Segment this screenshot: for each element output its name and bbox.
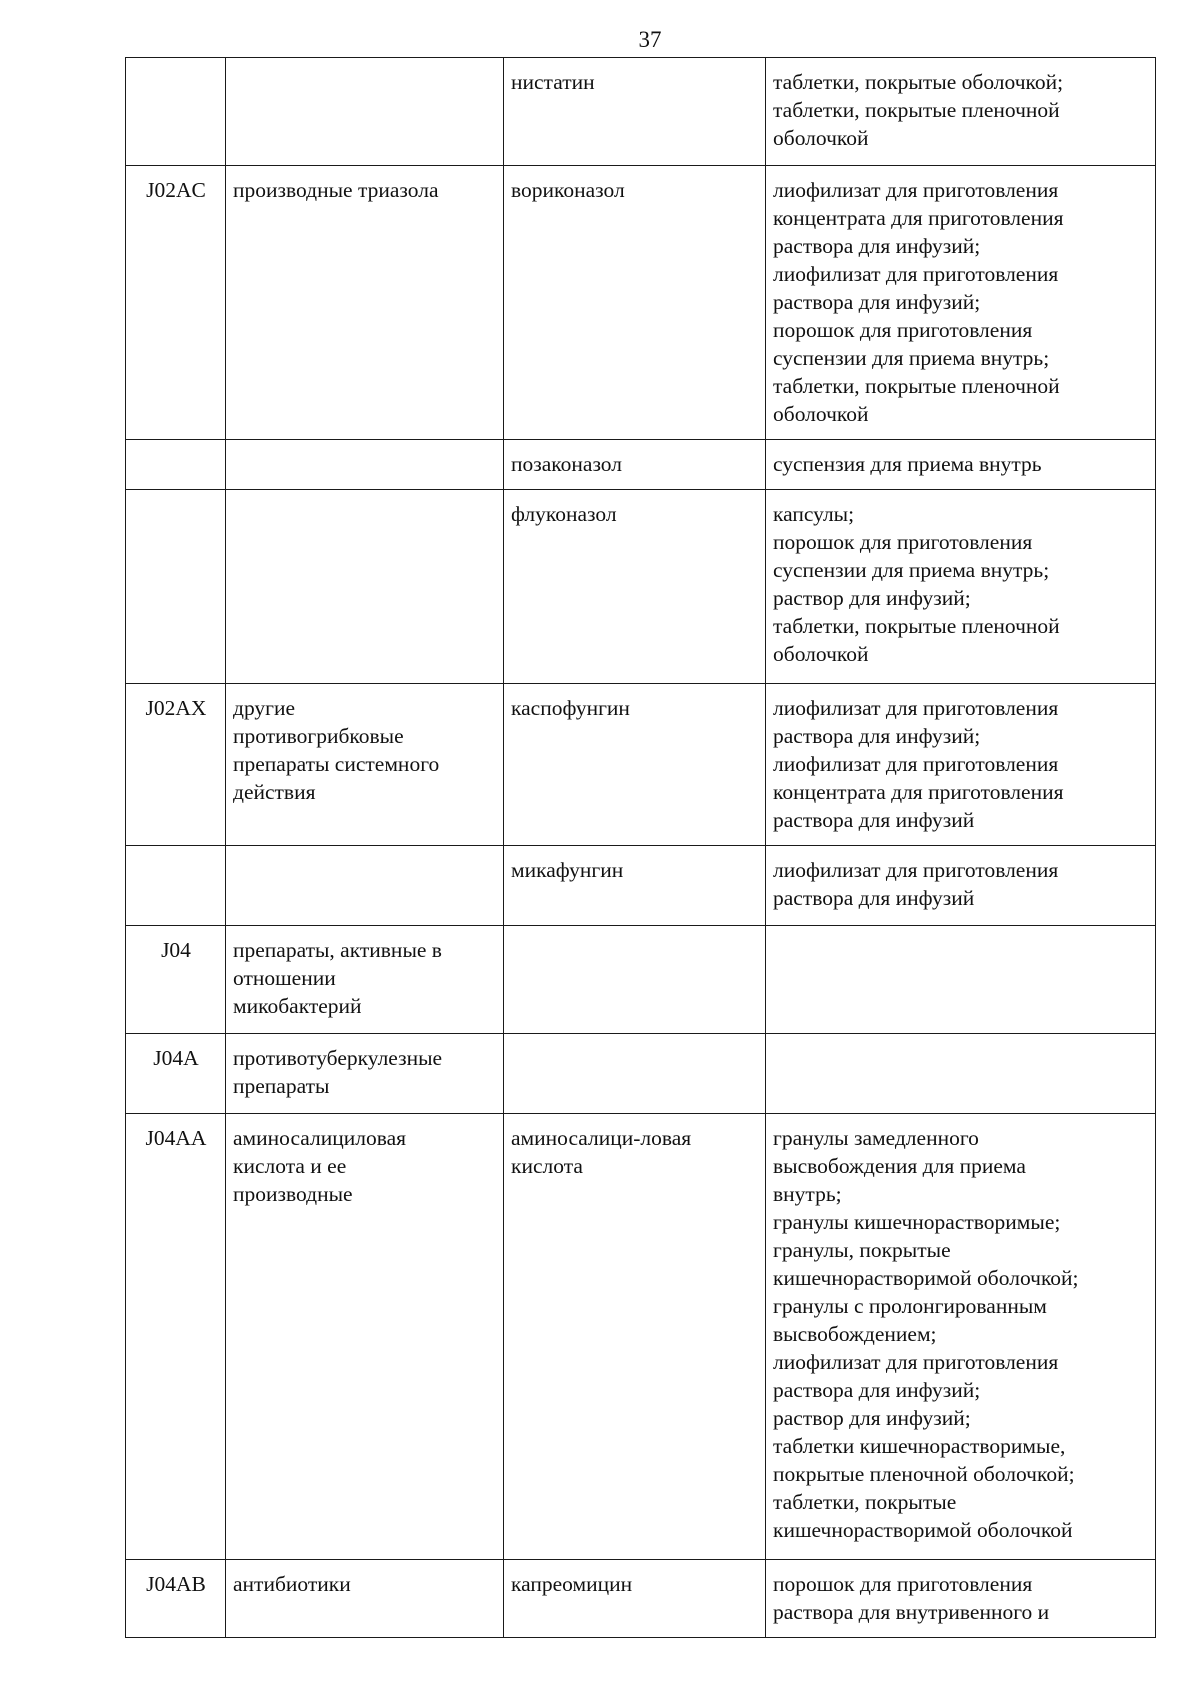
dosage-form-line: суспензия для приема внутрь (773, 452, 1042, 476)
group-line: другие (233, 696, 296, 720)
dosage-form-line: таблетки, покрытые пленочной (773, 614, 1060, 638)
dosage-form-line: гранулы замедленного (773, 1126, 979, 1150)
group-cell (226, 1114, 504, 1560)
dosage-form-line: лиофилизат для приготовления (773, 262, 1059, 286)
group-cell (226, 490, 504, 684)
dosage-form-line: внутрь; (773, 1182, 842, 1206)
drug-name-cell (504, 166, 766, 440)
dosage-forms-cell (766, 846, 1156, 926)
table-row (126, 166, 1156, 440)
atc-code-cell (126, 926, 226, 1034)
atc-code: J04 (161, 938, 191, 962)
drug-name-line: микафунгин (511, 858, 624, 882)
dosage-form-line: таблетки, покрытые пленочной (773, 98, 1060, 122)
dosage-form-line: лиофилизат для приготовления (773, 1350, 1059, 1374)
table-row (126, 1034, 1156, 1114)
dosage-forms-cell (766, 490, 1156, 684)
dosage-form-line: суспензии для приема внутрь; (773, 558, 1050, 582)
dosage-forms-cell (766, 1560, 1156, 1638)
dosage-form-line: оболочкой (773, 402, 869, 426)
dosage-form-line: концентрата для приготовления (773, 206, 1064, 230)
dosage-form-line: раствор для инфузий; (773, 586, 971, 610)
dosage-forms-cell (766, 1034, 1156, 1114)
drug-name-line: нистатин (511, 70, 595, 94)
table-row (126, 440, 1156, 490)
table-row (126, 1114, 1156, 1560)
drug-name-line: капреомицин (511, 1572, 633, 1596)
drug-name-cell (504, 846, 766, 926)
table-row (126, 846, 1156, 926)
dosage-forms-cell (766, 1114, 1156, 1560)
dosage-form-line: раствора для инфузий (773, 808, 975, 832)
atc-code-cell (126, 1034, 226, 1114)
dosage-form-line: лиофилизат для приготовления (773, 696, 1059, 720)
group-cell (226, 440, 504, 490)
table-row (126, 490, 1156, 684)
group-line: кислота и ее (233, 1154, 347, 1178)
page-number: 37 (638, 27, 662, 52)
dosage-form-line: гранулы с пролонгированным (773, 1294, 1047, 1318)
dosage-form-line: таблетки, покрытые (773, 1490, 957, 1514)
drug-name-line: флуконазол (511, 502, 617, 526)
dosage-form-line: порошок для приготовления (773, 318, 1033, 342)
atc-code-cell (126, 846, 226, 926)
table-row (126, 1560, 1156, 1638)
dosage-forms-cell (766, 926, 1156, 1034)
atc-code-cell (126, 684, 226, 846)
drug-table (125, 57, 1156, 1638)
dosage-forms-cell (766, 166, 1156, 440)
dosage-form-line: раствора для инфузий; (773, 724, 981, 748)
dosage-form-line: таблетки, покрытые оболочкой; (773, 70, 1064, 94)
dosage-forms-cell (766, 440, 1156, 490)
drug-name-cell (504, 440, 766, 490)
group-line: препараты системного (233, 752, 440, 776)
group-cell (226, 58, 504, 166)
group-cell (226, 1560, 504, 1638)
drug-name-cell (504, 1114, 766, 1560)
drug-name-line: каспофунгин (511, 696, 630, 720)
dosage-form-line: кишечнорастворимой оболочкой (773, 1518, 1073, 1542)
drug-name-line: аминосалици-ловая (511, 1126, 692, 1150)
group-cell (226, 1034, 504, 1114)
table-row (126, 926, 1156, 1034)
dosage-form-line: лиофилизат для приготовления (773, 752, 1059, 776)
drug-name-line: кислота (511, 1154, 583, 1178)
dosage-form-line: таблетки, покрытые пленочной (773, 374, 1060, 398)
dosage-form-line: концентрата для приготовления (773, 780, 1064, 804)
dosage-form-line: покрытые пленочной оболочкой; (773, 1462, 1075, 1486)
dosage-form-line: гранулы кишечнорастворимые; (773, 1210, 1061, 1234)
dosage-forms-cell (766, 58, 1156, 166)
atc-code-cell (126, 1114, 226, 1560)
dosage-form-line: лиофилизат для приготовления (773, 178, 1059, 202)
drug-name-cell (504, 58, 766, 166)
dosage-form-line: высвобождением; (773, 1322, 937, 1346)
dosage-form-line: раствора для инфузий (773, 886, 975, 910)
group-cell (226, 166, 504, 440)
dosage-form-line: высвобождения для приема (773, 1154, 1026, 1178)
atc-code-cell (126, 166, 226, 440)
group-cell (226, 684, 504, 846)
group-line: противотуберкулезные (233, 1046, 443, 1070)
dosage-form-line: кишечнорастворимой оболочкой; (773, 1266, 1079, 1290)
atc-code: J04A (153, 1046, 199, 1070)
atc-code: J02AC (146, 178, 206, 202)
group-line: препараты (233, 1074, 330, 1098)
drug-name-cell (504, 490, 766, 684)
group-cell (226, 846, 504, 926)
dosage-form-line: раствора для инфузий; (773, 1378, 981, 1402)
dosage-form-line: суспензии для приема внутрь; (773, 346, 1050, 370)
dosage-form-line: раствора для инфузий; (773, 290, 981, 314)
group-line: производные (233, 1182, 353, 1206)
dosage-form-line: лиофилизат для приготовления (773, 858, 1059, 882)
group-line: производные триазола (233, 178, 439, 202)
group-cell (226, 926, 504, 1034)
atc-code: J02AX (145, 696, 207, 720)
group-line: микобактерий (233, 994, 362, 1018)
dosage-form-line: порошок для приготовления (773, 530, 1033, 554)
dosage-form-line: раствора для инфузий; (773, 234, 981, 258)
group-line: препараты, активные в (233, 938, 442, 962)
atc-code-cell (126, 440, 226, 490)
atc-code: J04AB (146, 1572, 206, 1596)
dosage-form-line: капсулы; (773, 502, 855, 526)
dosage-form-line: гранулы, покрытые (773, 1238, 951, 1262)
dosage-form-line: раствора для внутривенного и (773, 1600, 1050, 1624)
drug-name-cell (504, 684, 766, 846)
atc-code-cell (126, 1560, 226, 1638)
drug-name-cell (504, 926, 766, 1034)
table-body (126, 58, 1156, 1638)
drug-name-line: позаконазол (511, 452, 623, 476)
group-line: антибиотики (233, 1572, 351, 1596)
drug-name-line: вориконазол (511, 178, 625, 202)
dosage-form-line: оболочкой (773, 642, 869, 666)
table-row (126, 684, 1156, 846)
group-line: действия (233, 780, 316, 804)
dosage-form-line: таблетки кишечнорастворимые, (773, 1434, 1066, 1458)
group-line: отношении (233, 966, 336, 990)
dosage-form-line: оболочкой (773, 126, 869, 150)
atc-code-cell (126, 58, 226, 166)
group-line: противогрибковые (233, 724, 404, 748)
dosage-form-line: порошок для приготовления (773, 1572, 1033, 1596)
atc-code: J04AA (145, 1126, 207, 1150)
group-line: аминосалициловая (233, 1126, 407, 1150)
drug-name-cell (504, 1560, 766, 1638)
dosage-form-line: раствор для инфузий; (773, 1406, 971, 1430)
drug-name-cell (504, 1034, 766, 1114)
atc-code-cell (126, 490, 226, 684)
dosage-forms-cell (766, 684, 1156, 846)
table-row (126, 58, 1156, 166)
